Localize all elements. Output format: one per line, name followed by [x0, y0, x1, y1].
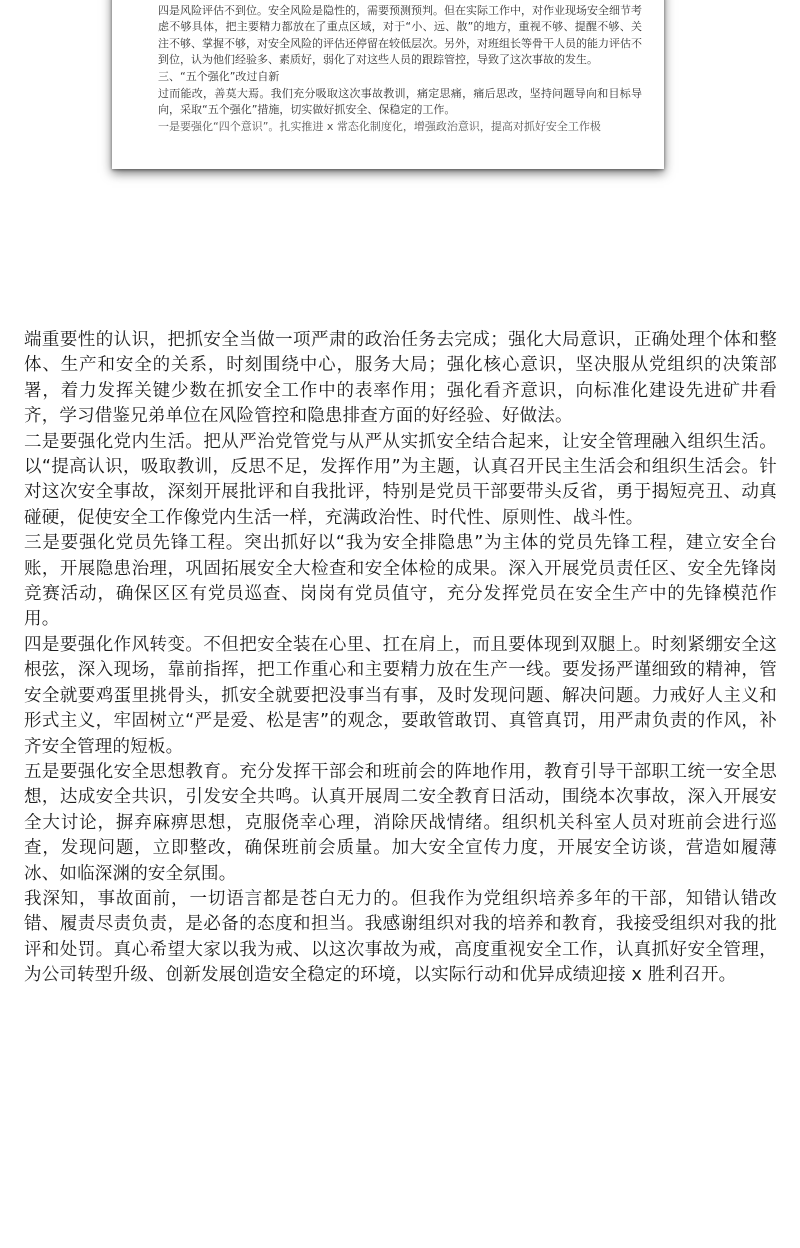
paragraph-conclusion: 我深知，事故面前，一切语言都是苍白无力的。但我作为党组织培养多年的干部，知错认错改错、履责尽责负责，是必备的态度和担当。我感谢组织对我的培养和教育，我接受组织对我的批评和处罚。真心希望大家以我为戒、以这次事故为戒，高度重视安全工作，认真抓好安全管理，为公司转型升级、创新发展创造安全稳定的环境，以实际行动和优异成绩迎接 x 胜利召开。 [24, 888, 777, 986]
preview-card [112, 0, 664, 169]
preview-heading: 三、“五个强化”改过自新 [158, 69, 280, 83]
paragraph-strengthen-vanguard-project: 三是要强化党员先锋工程。突出抓好以“我为安全排隐患”为主体的党员先锋工程，建立安全台账，开展隐患治理，巩固拓展安全大检查和安全体检的成果。深入开展党员责任区、安全先锋岗竞赛活动，确保区区有党员巡查、岗岗有党员值守，充分发挥党员在安全生产中的先锋模范作用。 [24, 533, 777, 630]
paragraph-strengthen-safety-education: 五是要强化安全思想教育。充分发挥干部会和班前会的阵地作用，教育引导干部职工统一安全思想，达成安全共识，引发安全共鸣。认真开展周二安全教育日活动，围绕本次事故，深入开展安全大讨论，摒弃麻痹思想，克服侥幸心理，消除厌战情绪。组织机关科室人员对班前会进行巡查，发现问题，立即整改，确保班前会质量。加大安全宣传力度，开展安全访谈，营造如履薄冰、如临深渊的安全氛围。 [24, 761, 777, 884]
preview-card-content [112, 0, 664, 135]
paragraph-strengthen-four-awareness-cont: 端重要性的认识，把抓安全当做一项严肃的政治任务去完成；强化大局意识，正确处理个体和整体、生产和安全的关系，时刻围绕中心，服务大局；强化核心意识，坚决服从党组织的决策部署，着力发挥关键少数在抓安全工作中的表率作用；强化看齐意识，向标准化建设先进矿井看齐，学习借鉴兄弟单位在风险管控和隐患排查方面的好经验、好做法。 [24, 330, 777, 427]
preview-paragraph: 四是风险评估不到位。安全风险是隐性的，需要预测预判。但在实际工作中，对作业现场安全细节考虑不够具体，把主要精力都放在了重点区域，对于“小、远、散”的地方，重视不够、提醒不够、关注不够、掌握不够，对安全风险的评估还停留在较低层次。另外，对班组长等骨干人员的能力评估不到位，认为他们经验多、素质好，弱化了对这些人员的跟踪管控，导致了这次事故的发生。 [158, 3, 642, 67]
preview-paragraph: 过而能改，善莫大焉。我们充分吸取这次事故教训，痛定思痛，痛后思改，坚持问题导向和目标导向，采取“五个强化”措施，切实做好抓安全、保稳定的工作。 [158, 86, 642, 117]
paragraph-strengthen-party-life: 二是要强化党内生活。把从严治党管党与从严从实抓安全结合起来，让安全管理融入组织生活。以“提高认识，吸取教训，反思不足，发挥作用”为主题，认真召开民主生活会和组织生活会。针对这次安全事故，深刻开展批评和自我批评，特别是党员干部要带头反省，勇于揭短亮丑、动真碰硬，促使安全工作像党内生活一样，充满政治性、时代性、原则性、战斗性。 [24, 431, 777, 528]
preview-paragraph: 一是要强化“四个意识”。扎实推进 x 常态化制度化，增强政治意识，提高对抓好安全工作极 [158, 119, 601, 133]
paragraph-strengthen-work-style: 四是要强化作风转变。不但把安全装在心里、扛在肩上，而且要体现到双腿上。时刻紧绷安全这根弦，深入现场，靠前指挥，把工作重心和主要精力放在生产一线。要发扬严谨细致的精神，管安全就要鸡蛋里挑骨头，抓安全就要把没事当有事，及时发现问题、解决问题。力戒好人主义和形式主义，牢固树立“严是爱、松是害”的观念，要敢管敢罚、真管真罚，用严肃负责的作风，补齐安全管理的短板。 [24, 634, 777, 757]
document-body [24, 328, 777, 989]
